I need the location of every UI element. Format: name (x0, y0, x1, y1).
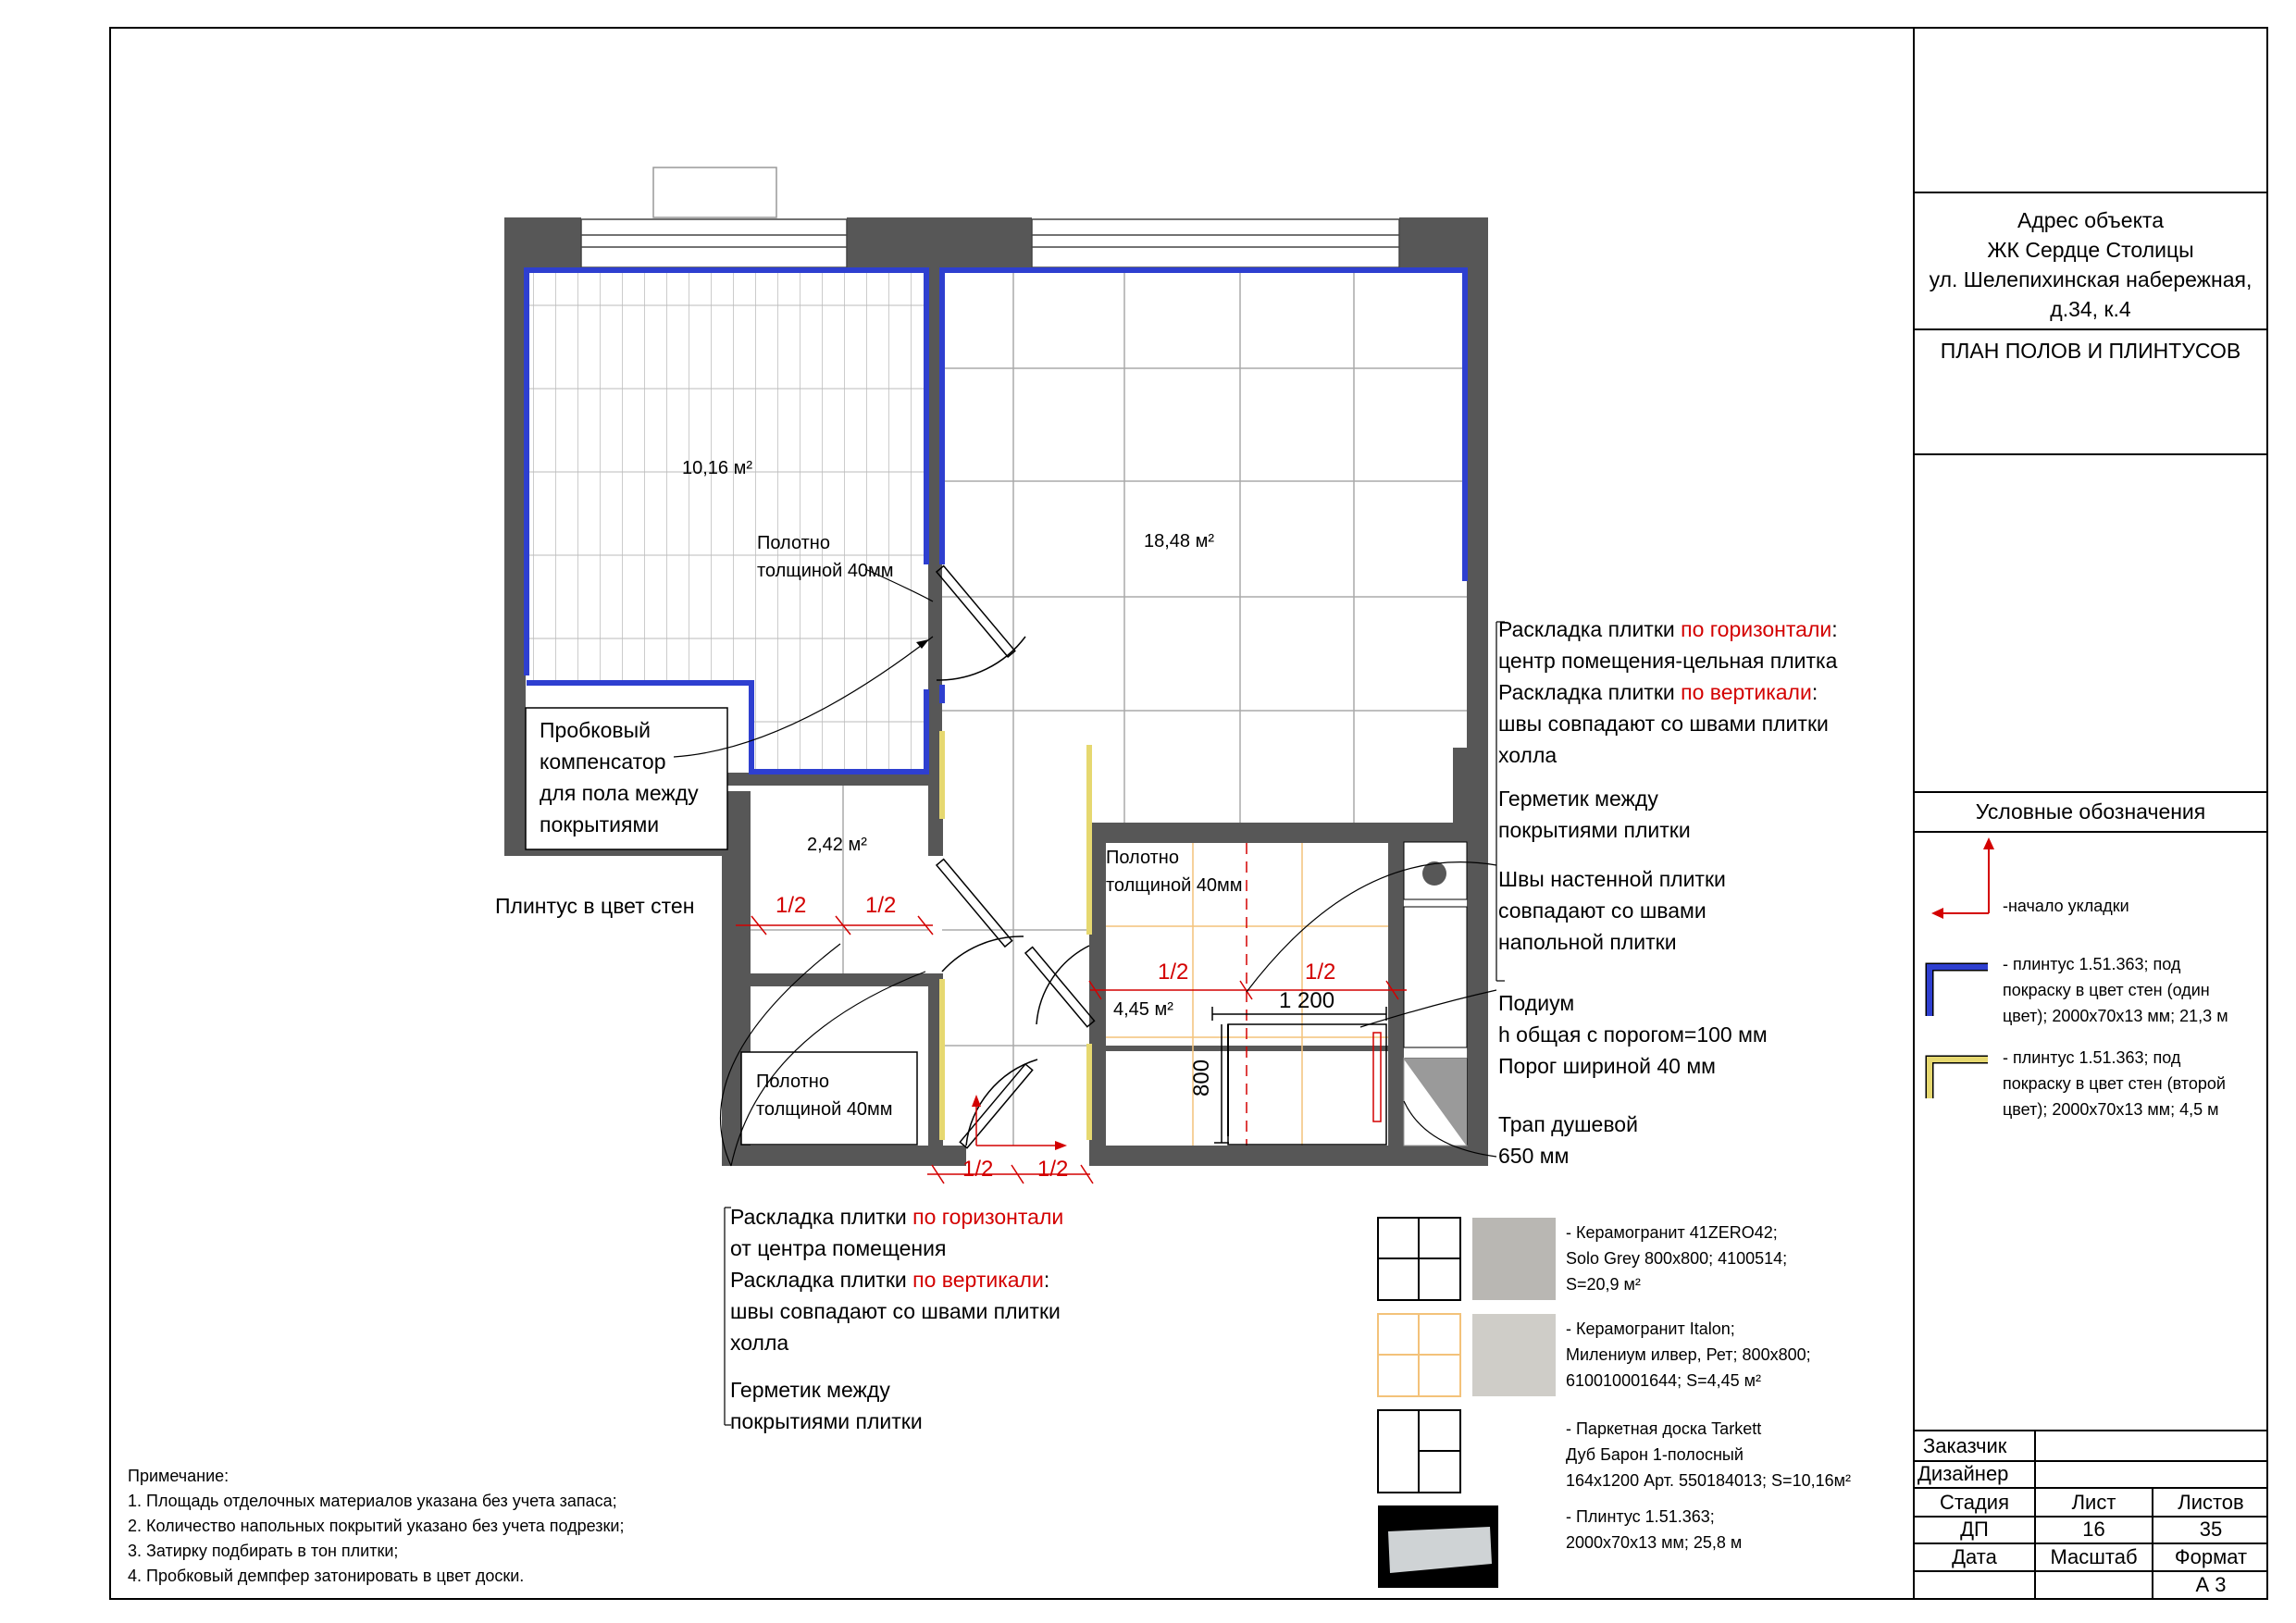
tile-layout-note-bottom: Раскладка плитки по горизонтали от центра помещения Раскладка плитки по вертикали: швы совпадают со швами плитки холла (730, 1205, 1064, 1355)
door-note-3: Полотно толщиной 40мм (756, 1072, 893, 1120)
tile-layout-note-right: Раскладка плитки по горизонтали: центр помещения-цельная плитка Раскладка плитки по вертикали: швы совпадают со швами плитки холла (1498, 617, 1838, 767)
sheet-value: 16 (2082, 1518, 2105, 1541)
plinth-color-note: Плинтус в цвет стен (495, 894, 695, 918)
material-plinth: - Плинтус 1.51.363; 2000х70х13 мм; 25,8 м (1566, 1507, 1743, 1552)
room-area-wc: 2,42 м² (807, 835, 867, 855)
address-line1: ЖК Сердце Столицы (1987, 238, 2194, 262)
notes-block: Примечание: 1. Площадь отделочных материалов указана без учета запаса; 2. Количество напольных покрытий указано без учета подрезки; 3. Затирку подбирать в тон плитки; 4. Пробковый демпфер затонировать в цвет доски. (128, 1464, 624, 1589)
address-label: Адрес объекта (2017, 208, 2164, 232)
dim-half-1: 1/2 (776, 893, 807, 918)
material-italon: - Керамогранит Italon; Милениум илвер, Рет; 800x800; 610010001644; S=4,45 м² (1566, 1319, 1811, 1390)
customer-label: Заказчик (1923, 1434, 2007, 1457)
scale-label: Масштаб (2050, 1545, 2138, 1568)
dim-half-4: 1/2 (1037, 1157, 1069, 1182)
dim-800: 800 (1189, 1059, 1214, 1096)
sealant-note-bottom: Герметик между покрытиями плитки (730, 1378, 923, 1433)
door-note-1: Полотно толщиной 40мм (757, 533, 894, 581)
sheet-label: Лист (2071, 1491, 2116, 1514)
legend-title: Условные обозначения (1975, 799, 2206, 824)
sheets-value: 35 (2199, 1518, 2223, 1541)
stage-value: ДП (1960, 1518, 1989, 1541)
format-value: А 3 (2195, 1573, 2227, 1596)
doors (937, 566, 1095, 1148)
stage-label: Стадия (1940, 1491, 2009, 1514)
sealant-note-right: Герметик между покрытиями плитки (1498, 787, 1691, 842)
address-line2: ул. Шелепихинская набережная, (1929, 267, 2253, 291)
sheet-title: ПЛАН ПОЛОВ И ПЛИНТУСОВ (1940, 339, 2241, 363)
podium-note: Подиум h общая с порогом=100 мм Порог шириной 40 мм (1498, 991, 1768, 1078)
notes-title: Примечание: (128, 1467, 230, 1485)
room-area-living: 18,48 м² (1144, 531, 1215, 551)
address-line3: д.34, к.4 (2050, 297, 2131, 321)
shower-podium (1228, 1024, 1386, 1145)
cork-compensator-note: Пробковый компенсатор для пола между покрытиями (540, 718, 699, 836)
dim-1200: 1 200 (1279, 988, 1335, 1013)
wall-tile-note: Швы настенной плитки совпадают со швами напольной плитки (1498, 867, 1726, 954)
legend-yellow-plinth: - плинтус 1.51.363; под покраску в цвет стен (второй цвет); 2000х70х13 мм; 4,5 м (2003, 1048, 2226, 1119)
door-note-2: Полотно толщиной 40мм (1106, 848, 1243, 896)
date-label: Дата (1952, 1545, 1997, 1568)
designer-label: Дизайнер (1917, 1462, 2009, 1485)
room-area-bath: 4,45 м² (1113, 999, 1173, 1020)
legend-start-label: -начало укладки (2003, 897, 2129, 915)
material-solo-grey: - Керамогранит 41ZERO42; Solo Grey 800x800; 4100514; S=20,9 м² (1566, 1223, 1788, 1294)
dim-half-3: 1/2 (962, 1157, 994, 1182)
yellow-plinth (942, 731, 1089, 1140)
dim-half-2: 1/2 (865, 893, 897, 918)
material-swatches (1378, 1218, 1460, 1493)
texture-solo-grey (1472, 1218, 1556, 1300)
balcony (653, 167, 776, 217)
material-parquet: - Паркетная доска Tarkett Дуб Барон 1-полосный 164x1200 Арт. 550184013; S=10,16м² (1566, 1419, 1851, 1490)
sheets-label: Листов (2178, 1491, 2244, 1514)
room-area-bedroom: 10,16 м² (682, 458, 753, 478)
drain-note: Трап душевой 650 мм (1498, 1112, 1638, 1168)
dim-half-6: 1/2 (1305, 960, 1336, 985)
format-label: Формат (2174, 1545, 2248, 1568)
legend-blue-plinth: - плинтус 1.51.363; под покраску в цвет стен (один цвет); 2000х70х13 мм; 21,3 м (2003, 955, 2228, 1025)
texture-italon (1472, 1314, 1556, 1396)
address-block (1915, 205, 2266, 324)
legend-icons (1930, 837, 1994, 1098)
dim-half-5: 1/2 (1158, 960, 1189, 985)
